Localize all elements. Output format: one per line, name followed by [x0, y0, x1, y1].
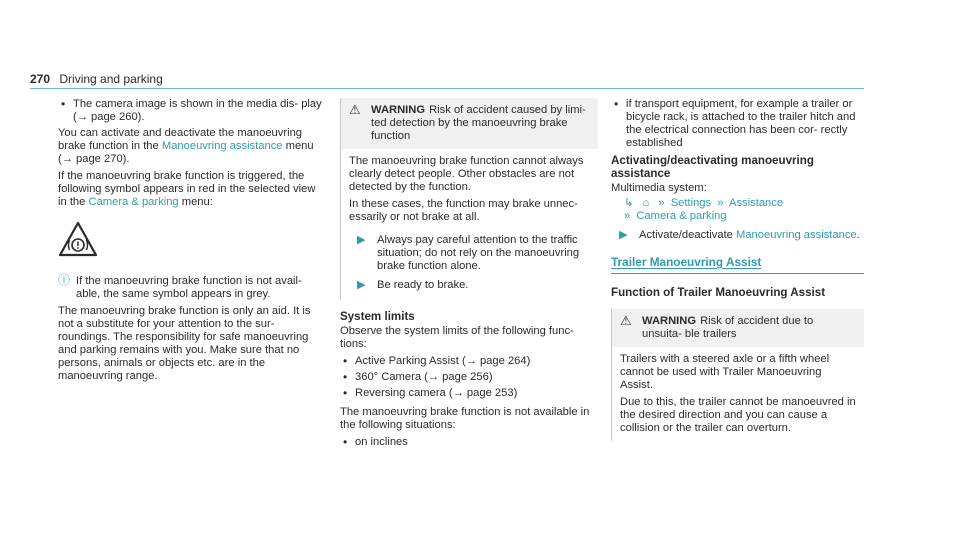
page-number: 270	[30, 72, 51, 86]
page-header	[30, 72, 163, 86]
chevron-icon: »	[624, 210, 631, 222]
step-item: ▶ Always pay careful attention to the traffic situation; do not rely on the manoeuvring brake function alone.	[357, 234, 580, 272]
menu-path	[611, 197, 864, 223]
step-item: ▶ Be ready to brake.	[357, 279, 469, 291]
step-arrow-icon: ▶	[619, 229, 628, 241]
camera-parking-link[interactable]: Camera & parking	[88, 196, 179, 208]
camera-parking-link[interactable]: Camera & parking	[636, 210, 727, 222]
list-item: • 360° Camera (→ page 256)	[340, 371, 598, 384]
chevron-icon: »	[717, 197, 724, 209]
section-title: Driving and parking	[59, 72, 163, 86]
list-item: • Active Parking Assist (→ page 264)	[340, 355, 598, 368]
warning-header	[612, 309, 864, 349]
chevron-icon: »	[658, 197, 665, 209]
warning-label: WARNING	[371, 104, 426, 116]
subsection-heading: Function of Trailer Manoeuvring Assist	[611, 286, 826, 299]
section-heading-wrap	[611, 256, 864, 274]
section-heading: Activating/deactivating manoeuvring assistance	[611, 154, 814, 180]
list-item: • on inclines	[340, 436, 598, 449]
column-1	[58, 98, 326, 387]
settings-link[interactable]: Settings	[670, 197, 712, 209]
column-3	[611, 98, 864, 449]
step-arrow-icon: ▶	[357, 279, 366, 291]
manoeuvring-assistance-link[interactable]: Manoeuvring assistance	[736, 229, 857, 241]
warning-header	[341, 98, 598, 151]
warning-body: Trailers with a steered axle or a fifth wheel cannot be used with Trailer Manoeuvring Assist. Due to this, the trailer cannot be manoeuvred in the desired direction and you can cause a collision or the trailer can overturn.	[611, 349, 864, 441]
header-divider	[30, 88, 864, 89]
assistance-link[interactable]: Assistance	[728, 197, 784, 209]
paragraph: The manoeuvring brake function is not available in the following situations:	[340, 406, 590, 431]
warning-body: The manoeuvring brake function cannot always clearly detect people. Other obstacles are not detected by the function. In these cases, the function may brake unnec- essarily or not brake at all. ▶ Always pay careful attention to the traffic situation; do not rely on the manoeuvring brake function alone. ▶ Be ready to brake.	[340, 151, 598, 300]
section-heading: System limits	[340, 310, 415, 323]
paragraph: You can activate and deactivate the manoeuvring brake function in the Manoeuvring assistance menu (→ page 270).	[58, 127, 314, 165]
step-arrow-icon: ▶	[357, 234, 366, 246]
warning-box	[340, 98, 598, 300]
note: ⓘ If the manoeuvring brake function is not avail- able, the same symbol appears in grey.	[58, 273, 302, 300]
paragraph: If the manoeuvring brake function is triggered, the following symbol appears in red in the selected view in the Camera & parking menu:	[58, 170, 316, 208]
warning-box	[611, 309, 864, 441]
warning-title: Risk of accident due to unsuita- ble trailers	[642, 315, 814, 340]
warning-label: WARNING	[642, 315, 697, 327]
list-item: • if transport equipment, for example a trailer or bicycle rack, is attached to the trailer hitch and the electrical connection has been cor- rectly established	[611, 98, 864, 150]
list-item: • Reversing camera (→ page 253)	[340, 387, 598, 400]
step-item: ▶ Activate/deactivate Manoeuvring assistance.	[619, 229, 860, 241]
paragraph: Multimedia system:	[611, 182, 707, 194]
warning-triangle-icon: ⚠	[349, 102, 361, 117]
brake-triangle-icon	[58, 221, 326, 261]
path-corner-arrow-icon: ↳	[624, 197, 634, 209]
warning-title: Risk of accident caused by limi- ted detection by the manoeuvring brake function	[371, 104, 586, 142]
warning-triangle-icon: ⚠	[620, 313, 632, 328]
paragraph: Observe the system limits of the following func- tions:	[340, 325, 574, 350]
list-item: • The camera image is shown in the media dis- play (→ page 260).	[58, 98, 326, 124]
section-heading: Trailer Manoeuvring Assist	[611, 255, 762, 269]
home-icon[interactable]: ⌂	[642, 197, 650, 209]
info-icon: ⓘ	[58, 273, 71, 287]
manoeuvring-assistance-link[interactable]: Manoeuvring assistance	[161, 140, 283, 152]
paragraph: The manoeuvring brake function is only an aid. It is not a substitute for your attention to the sur- roundings. The responsibility for safe manoeuvring and parking remains with you. Make sure that no persons, animals or objects etc. are in the manoeuvring range.	[58, 305, 311, 382]
column-2	[340, 98, 598, 452]
